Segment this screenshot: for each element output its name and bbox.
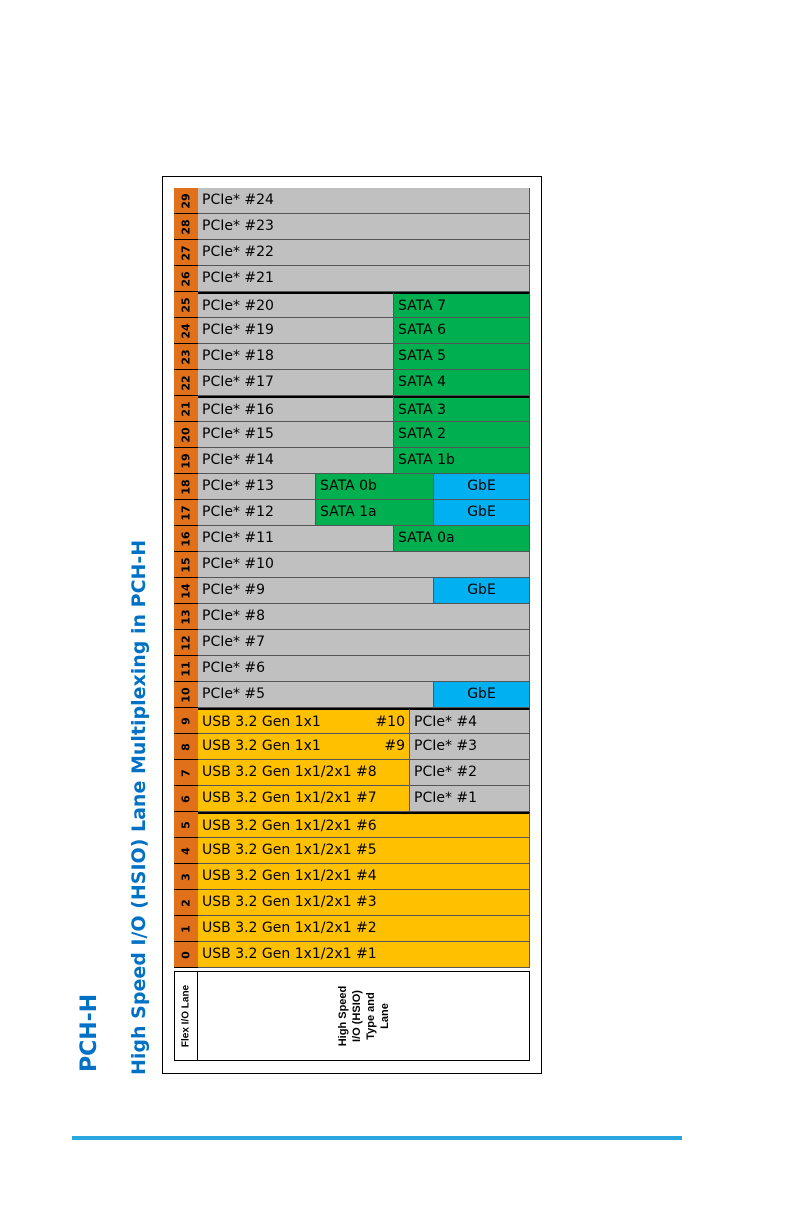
cell-label: PCIe* #11 xyxy=(202,530,274,546)
lane-3-usb-cell xyxy=(198,864,530,890)
cell-label: GbE xyxy=(467,478,496,494)
cell-label: PCIe* #10 xyxy=(202,556,274,572)
cell-label: SATA 4 xyxy=(398,374,447,390)
legend-lane-header xyxy=(174,971,198,1061)
lane-1-usb-cell xyxy=(198,916,530,942)
lane-14-gbe-cell xyxy=(434,578,530,604)
lane-number-14 xyxy=(174,578,198,604)
lane-number-label: 26 xyxy=(179,270,193,287)
cell-label: USB 3.2 Gen 1x1/2x1 #5 xyxy=(202,842,377,858)
cell-label: PCIe* #2 xyxy=(414,764,478,780)
legend-lane-header-label: Flex I/O Lane xyxy=(180,984,192,1048)
cell-label: SATA 1a xyxy=(320,504,377,520)
lane-number-label: 16 xyxy=(179,530,193,547)
lane-number-label: 8 xyxy=(179,742,193,751)
lane-number-21 xyxy=(174,396,198,422)
lane-number-label: 20 xyxy=(179,426,193,443)
lane-number-label: 18 xyxy=(179,478,193,495)
lane-number-label: 0 xyxy=(179,950,193,959)
cell-label: PCIe* #3 xyxy=(414,738,478,754)
cell-label: SATA 0b xyxy=(320,478,377,494)
lane-18-pcie-cell xyxy=(198,474,316,500)
lane-number-label: 5 xyxy=(179,820,193,829)
lane-21-pcie-cell xyxy=(198,396,394,422)
lane-29-pcie-cell xyxy=(198,188,530,214)
cell-label: SATA 0a xyxy=(398,530,455,546)
lane-number-11 xyxy=(174,656,198,682)
lane-number-label: 6 xyxy=(179,794,193,803)
cell-label: PCIe* #20 xyxy=(202,298,274,314)
lane-22-sata-cell xyxy=(394,370,530,396)
lane-9-pcie-cell xyxy=(410,708,530,734)
lane-number-label: 4 xyxy=(179,846,193,855)
lane-14-pcie-cell xyxy=(198,578,434,604)
lane-number-label: 1 xyxy=(179,924,193,933)
lane-number-label: 10 xyxy=(179,686,193,703)
lane-15-pcie-cell xyxy=(198,552,530,578)
cell-label: PCIe* #6 xyxy=(202,660,266,676)
cell-label: PCIe* #23 xyxy=(202,218,274,234)
lane-17-sata-cell xyxy=(316,500,434,526)
lane-27-pcie-cell xyxy=(198,240,530,266)
lane-number-23 xyxy=(174,344,198,370)
lane-9-usb-cell xyxy=(198,708,410,734)
lane-13-pcie-cell xyxy=(198,604,530,630)
lane-number-label: 14 xyxy=(179,582,193,599)
lane-20-pcie-cell xyxy=(198,422,394,448)
lane-number-24 xyxy=(174,318,198,344)
legend-type-header xyxy=(198,971,530,1061)
page-subtitle: High Speed I/O (HSIO) Lane Multiplexing in PCH-H xyxy=(128,539,150,1075)
lane-number-9 xyxy=(174,708,198,734)
lane-21-sata-cell xyxy=(394,396,530,422)
lane-5-usb-cell xyxy=(198,812,530,838)
lane-24-sata-cell xyxy=(394,318,530,344)
cell-label: USB 3.2 Gen 1x1/2x1 #2 xyxy=(202,920,377,936)
lane-number-28 xyxy=(174,214,198,240)
cell-label: PCIe* #5 xyxy=(202,686,266,702)
lane-28-pcie-cell xyxy=(198,214,530,240)
lane-16-pcie-cell xyxy=(198,526,394,552)
lane-number-label: 29 xyxy=(179,192,193,209)
lane-0-usb-cell xyxy=(198,942,530,968)
cell-label: PCIe* #24 xyxy=(202,192,274,208)
lane-number-label: 12 xyxy=(179,634,193,651)
cell-label: USB 3.2 Gen 1x1/2x1 #3 xyxy=(202,894,377,910)
lane-19-sata-cell xyxy=(394,448,530,474)
lane-24-pcie-cell xyxy=(198,318,394,344)
cell-label: PCIe* #7 xyxy=(202,634,266,650)
lane-number-6 xyxy=(174,786,198,812)
cell-label: SATA 2 xyxy=(398,426,447,442)
lane-number-label: 19 xyxy=(179,452,193,469)
lane-10-pcie-cell xyxy=(198,682,434,708)
lane-number-label: 27 xyxy=(179,244,193,261)
lane-12-pcie-cell xyxy=(198,630,530,656)
lane-number-label: 23 xyxy=(179,348,193,365)
lane-18-gbe-cell xyxy=(434,474,530,500)
cell-label: PCIe* #21 xyxy=(202,270,274,286)
lane-17-pcie-cell xyxy=(198,500,316,526)
cell-label: PCIe* #19 xyxy=(202,322,274,338)
cell-label: PCIe* #18 xyxy=(202,348,274,364)
lane-number-13 xyxy=(174,604,198,630)
footer-rule xyxy=(72,1136,682,1140)
lane-number-10 xyxy=(174,682,198,708)
cell-label: SATA 1b xyxy=(398,452,455,468)
cell-label: USB 3.2 Gen 1x1/2x1 #6 xyxy=(202,818,377,834)
lane-6-pcie-cell xyxy=(410,786,530,812)
lane-7-pcie-cell xyxy=(410,760,530,786)
cell-label: SATA 6 xyxy=(398,322,447,338)
legend-type-header-label: High Speed I/O (HSIO) Type and Lane xyxy=(336,985,391,1047)
cell-label: GbE xyxy=(467,686,496,702)
cell-label: PCIe* #13 xyxy=(202,478,274,494)
cell-label: PCIe* #12 xyxy=(202,504,274,520)
lane-8-pcie-cell xyxy=(410,734,530,760)
lane-number-15 xyxy=(174,552,198,578)
cell-label: USB 3.2 Gen 1x1 xyxy=(202,714,321,730)
lane-number-5 xyxy=(174,812,198,838)
hsio-lane-table xyxy=(162,176,542,1074)
cell-label: PCIe* #22 xyxy=(202,244,274,260)
lane-number-18 xyxy=(174,474,198,500)
cell-label: USB 3.2 Gen 1x1/2x1 #1 xyxy=(202,946,377,962)
cell-label: PCIe* #1 xyxy=(414,790,478,806)
lane-number-label: 28 xyxy=(179,218,193,235)
lane-number-29 xyxy=(174,188,198,214)
lane-number-label: 13 xyxy=(179,608,193,625)
lane-25-pcie-cell xyxy=(198,292,394,318)
lane-number-4 xyxy=(174,838,198,864)
lane-8-usb-cell xyxy=(198,734,410,760)
cell-label: USB 3.2 Gen 1x1/2x1 #7 xyxy=(202,790,377,806)
cell-label: SATA 3 xyxy=(398,402,447,418)
lane-number-7 xyxy=(174,760,198,786)
lane-number-label: 11 xyxy=(179,660,193,677)
lane-7-usb-cell xyxy=(198,760,410,786)
lane-number-3 xyxy=(174,864,198,890)
lane-26-pcie-cell xyxy=(198,266,530,292)
lane-number-label: 3 xyxy=(179,872,193,881)
lane-number-25 xyxy=(174,292,198,318)
cell-label: USB 3.2 Gen 1x1/2x1 #8 xyxy=(202,764,377,780)
lane-number-22 xyxy=(174,370,198,396)
lane-number-label: 2 xyxy=(179,898,193,907)
lane-number-26 xyxy=(174,266,198,292)
lane-22-pcie-cell xyxy=(198,370,394,396)
cell-label: GbE xyxy=(467,582,496,598)
cell-label: PCIe* #9 xyxy=(202,582,266,598)
lane-number-1 xyxy=(174,916,198,942)
lane-11-pcie-cell xyxy=(198,656,530,682)
lane-number-19 xyxy=(174,448,198,474)
lane-25-sata-cell xyxy=(394,292,530,318)
lane-4-usb-cell xyxy=(198,838,530,864)
lane-23-pcie-cell xyxy=(198,344,394,370)
lane-23-sata-cell xyxy=(394,344,530,370)
lane-20-sata-cell xyxy=(394,422,530,448)
lane-number-label: 24 xyxy=(179,322,193,339)
lane-number-label: 25 xyxy=(179,296,193,313)
lane-number-label: 22 xyxy=(179,374,193,391)
lane-number-2 xyxy=(174,890,198,916)
cell-label-suffix: #10 xyxy=(375,714,405,730)
lane-16-sata-cell xyxy=(394,526,530,552)
lane-number-17 xyxy=(174,500,198,526)
cell-label: PCIe* #4 xyxy=(414,714,478,730)
lane-number-label: 9 xyxy=(179,716,193,725)
lane-number-0 xyxy=(174,942,198,968)
cell-label: PCIe* #14 xyxy=(202,452,274,468)
cell-label: USB 3.2 Gen 1x1 xyxy=(202,738,321,754)
cell-label: PCIe* #17 xyxy=(202,374,274,390)
cell-label: SATA 5 xyxy=(398,348,447,364)
lane-2-usb-cell xyxy=(198,890,530,916)
cell-label: USB 3.2 Gen 1x1/2x1 #4 xyxy=(202,868,377,884)
lane-number-8 xyxy=(174,734,198,760)
lane-number-16 xyxy=(174,526,198,552)
lane-18-sata-cell xyxy=(316,474,434,500)
page-title: PCH-H xyxy=(77,993,102,1072)
lane-17-gbe-cell xyxy=(434,500,530,526)
cell-label: PCIe* #8 xyxy=(202,608,266,624)
cell-label: GbE xyxy=(467,504,496,520)
lane-number-12 xyxy=(174,630,198,656)
lane-number-20 xyxy=(174,422,198,448)
cell-label: PCIe* #16 xyxy=(202,402,274,418)
cell-label: SATA 7 xyxy=(398,298,447,314)
lane-number-label: 7 xyxy=(179,768,193,777)
lane-10-gbe-cell xyxy=(434,682,530,708)
lane-number-label: 15 xyxy=(179,556,193,573)
lane-number-label: 17 xyxy=(179,504,193,521)
lane-6-usb-cell xyxy=(198,786,410,812)
lane-number-27 xyxy=(174,240,198,266)
lane-19-pcie-cell xyxy=(198,448,394,474)
cell-label-suffix: #9 xyxy=(384,738,405,754)
lane-number-label: 21 xyxy=(179,400,193,417)
cell-label: PCIe* #15 xyxy=(202,426,274,442)
